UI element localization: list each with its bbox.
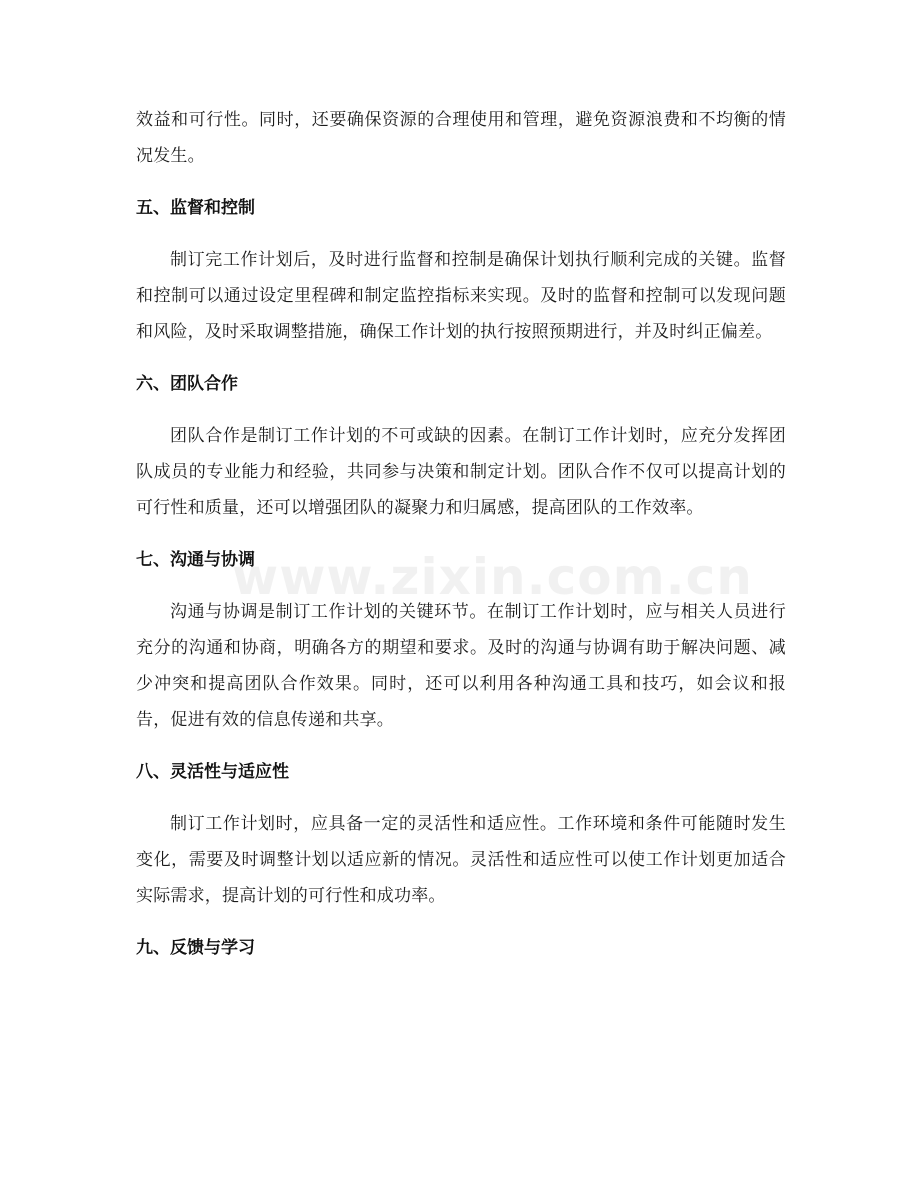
section-paragraph-7: 沟通与协调是制订工作计划的关键环节。在制订工作计划时，应与相关人员进行充分的沟通和协商，明确各方的期望和要求。及时的沟通与协调有助于解决问题、减少冲突和提高团队合作效果。同时，还可以利用各种沟通工具和技巧，如会议和报告，促进有效的信息传递和共享。 xyxy=(136,602,786,730)
watermark-text: www.zixin.com.cn xyxy=(232,548,753,606)
section-heading-5: 五、监督和控制 xyxy=(136,198,255,218)
section-heading-8: 八、灵活性与适应性 xyxy=(136,762,289,782)
document-body xyxy=(136,102,786,962)
section-heading-9: 九、反馈与学习 xyxy=(136,938,255,958)
section-heading-7: 七、沟通与协调 xyxy=(136,550,255,570)
section-heading-6: 六、团队合作 xyxy=(136,374,238,394)
intro-paragraph: 效益和可行性。同时，还要确保资源的合理使用和管理，避免资源浪费和不均衡的情况发生。 xyxy=(136,110,786,166)
section-paragraph-5: 制订完工作计划后，及时进行监督和控制是确保计划执行顺利完成的关键。监督和控制可以通过设定里程碑和制定监控指标来实现。及时的监督和控制可以发现问题和风险，及时采取调整措施，确保工作计划的执行按照预期进行，并及时纠正偏差。 xyxy=(136,250,786,342)
section-paragraph-6: 团队合作是制订工作计划的不可或缺的因素。在制订工作计划时，应充分发挥团队成员的专业能力和经验，共同参与决策和制定计划。团队合作不仅可以提高计划的可行性和质量，还可以增强团队的凝聚力和归属感，提高团队的工作效率。 xyxy=(136,426,786,518)
section-paragraph-8: 制订工作计划时，应具备一定的灵活性和适应性。工作环境和条件可能随时发生变化，需要及时调整计划以适应新的情况。灵活性和适应性可以使工作计划更加适合实际需求，提高计划的可行性和成功率。 xyxy=(136,814,786,906)
